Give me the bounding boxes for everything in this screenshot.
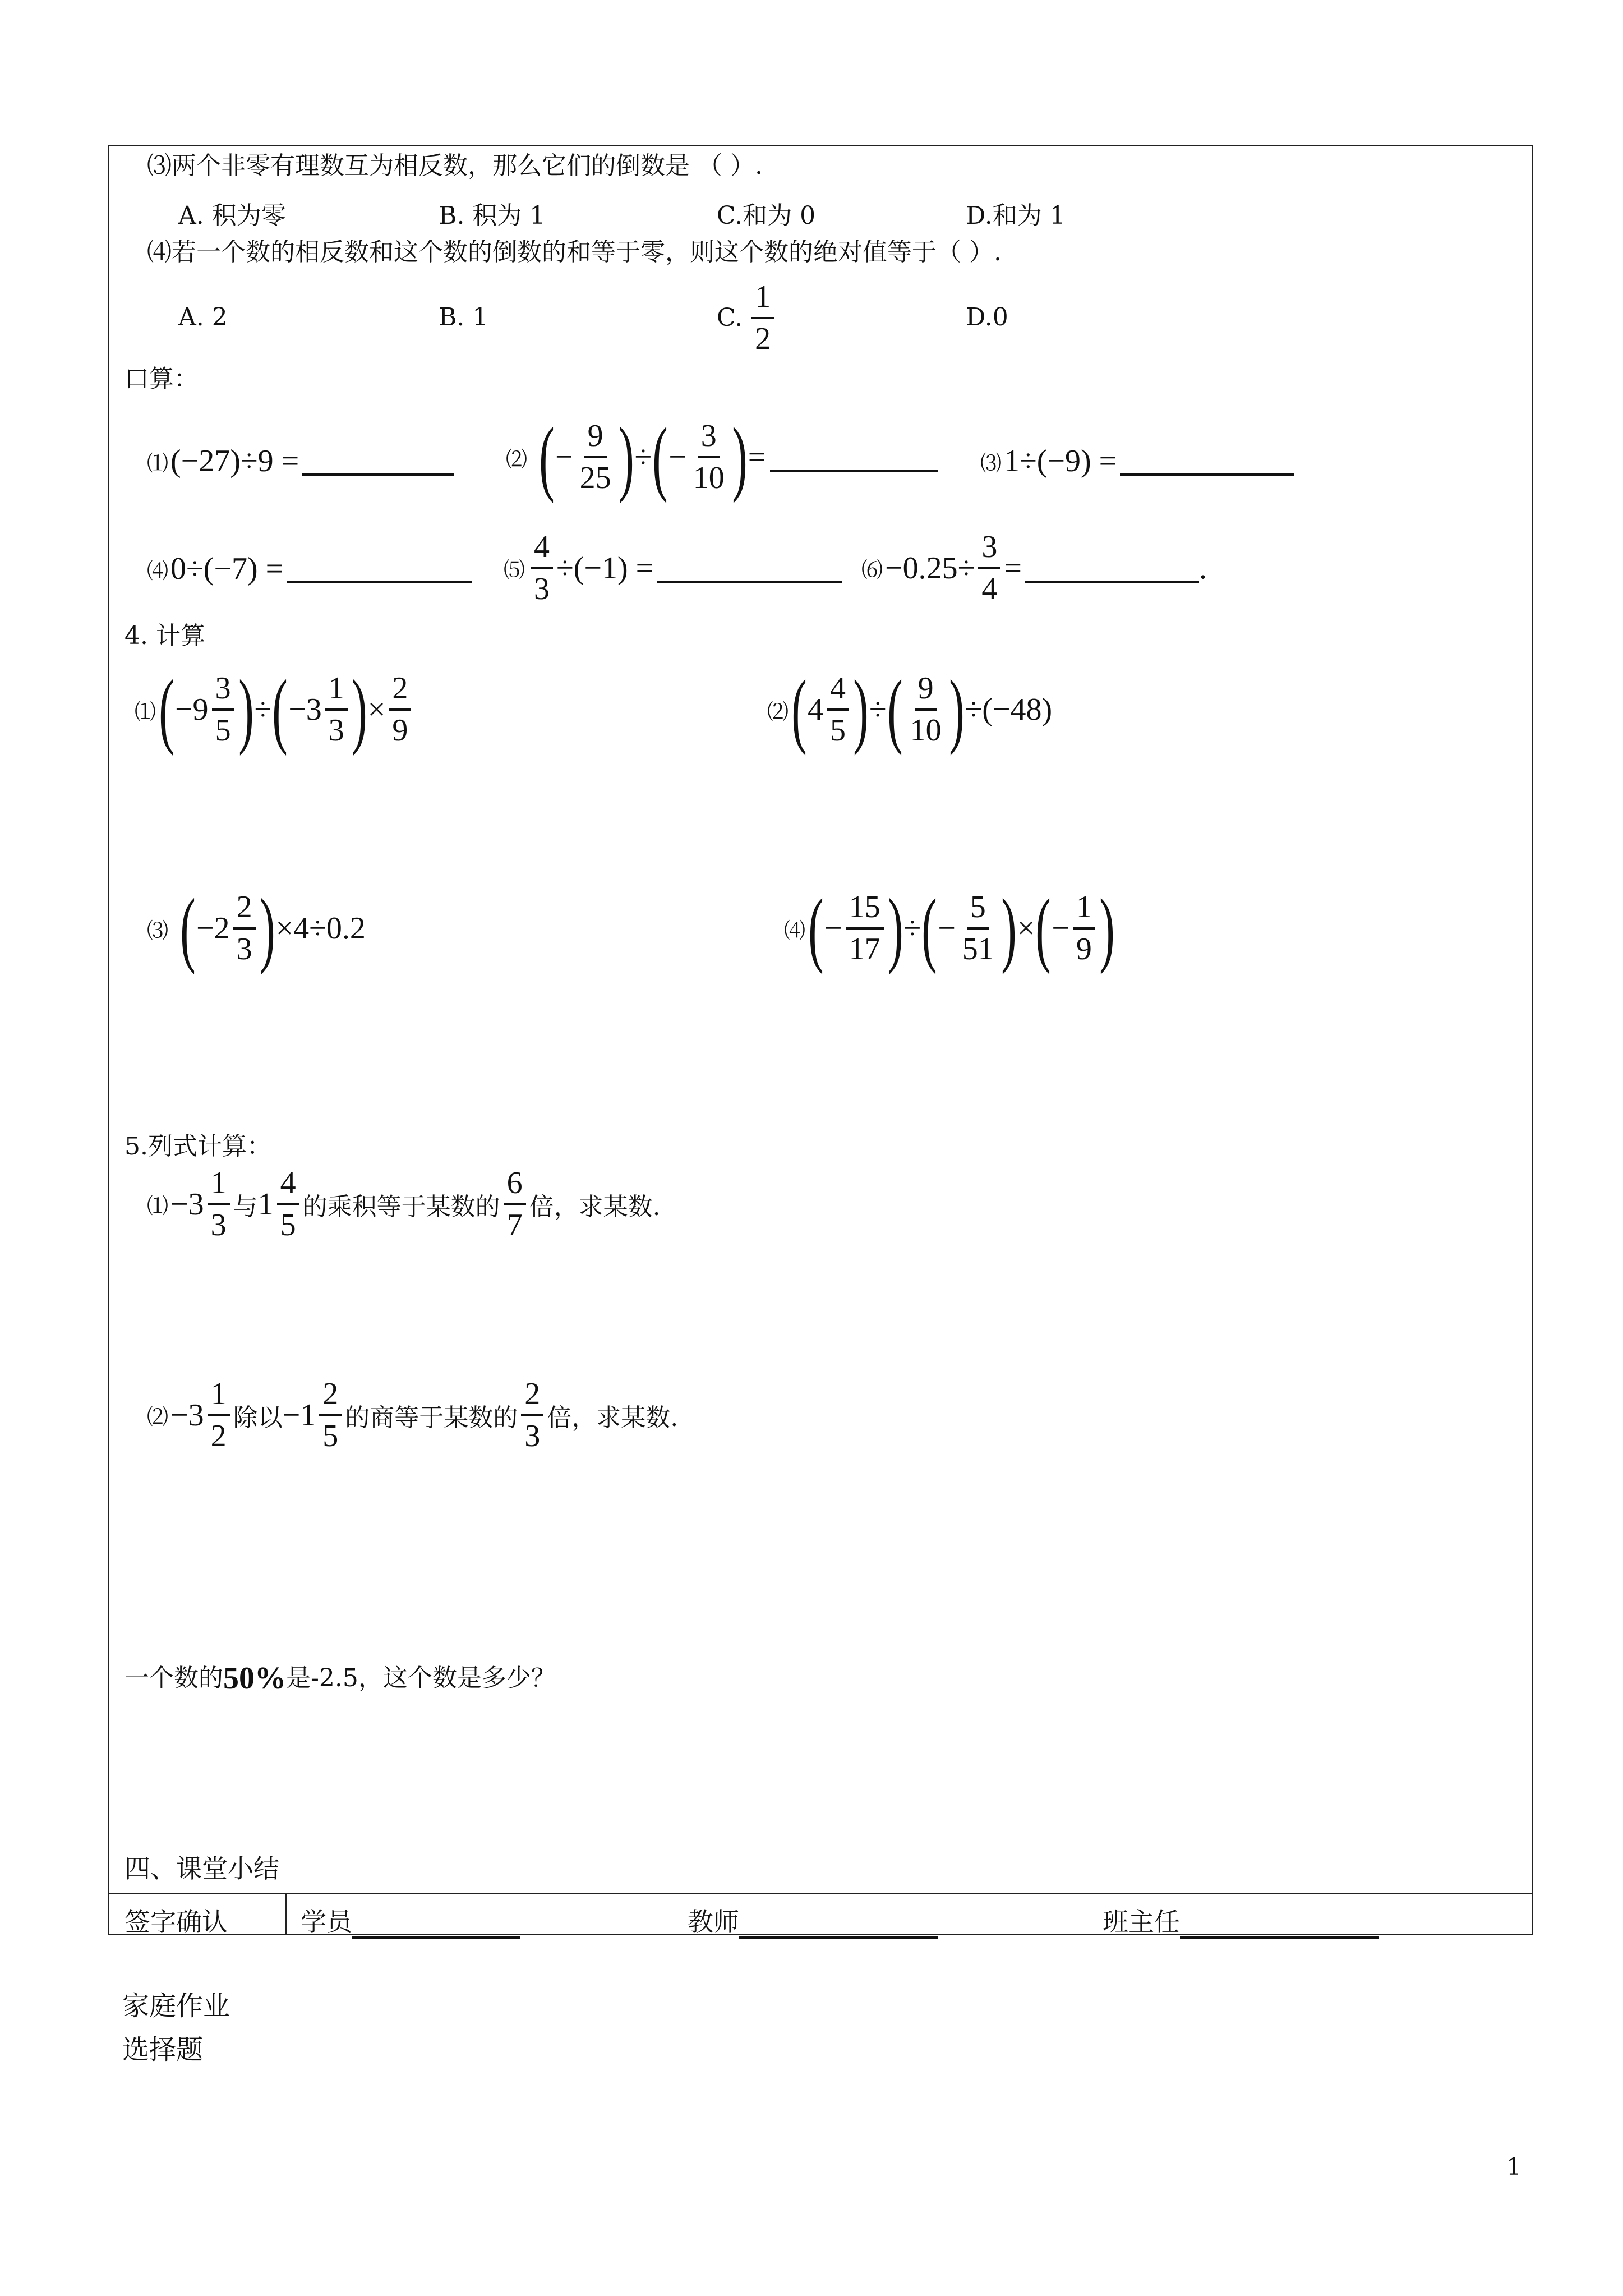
q3-option-d: D.和为 1 [966, 201, 1066, 230]
oral-heading: 口算： [125, 365, 199, 393]
oral-problem-3: ⑶ 1÷(−9) = [980, 443, 1294, 479]
calc-problem-4: ⑷ ( − $\frac{15}{17}$ ) ÷ ( − $\frac{5}{51}$ ) × ( − $\frac{1}{9}$ ) [784, 882, 1115, 975]
oral-problem-2: ⑵ ( − $\frac{9}{25}$ ) ÷ ( − $\frac{3}{10}$ ) = [506, 415, 938, 499]
answer-blank-1[interactable] [302, 447, 454, 476]
q4-option-b: B. 1 [439, 303, 488, 332]
oral-problem-1: ⑴ (−27)÷9 = [147, 443, 454, 479]
head-teacher-signature: 班主任 [1103, 1902, 1379, 1939]
q3-option-b: B. 积为 1 [439, 201, 546, 230]
q4-option-d: D.0 [966, 303, 1008, 332]
q4-option-a: A. 2 [178, 303, 228, 332]
student-signature-line[interactable] [352, 1914, 520, 1939]
listcalc-heading: 5.列式计算： [125, 1132, 271, 1161]
signature-divider [285, 1893, 287, 1935]
head-teacher-signature-line[interactable] [1180, 1914, 1379, 1939]
q3-option-c: C.和为 0 [717, 201, 816, 230]
oral-problem-6: ⑹ −0.25÷ $\frac{3}{4}$ = . [861, 530, 1207, 606]
teacher-signature-line[interactable] [739, 1914, 938, 1939]
q4-option-c-fraction: $\frac{1}{2}$ [751, 280, 774, 356]
answer-blank-2[interactable] [770, 443, 938, 472]
question-4-text: ⑷若一个数的相反数和这个数的倒数的和等于零，则这个数的绝对值等于（ ）. [147, 238, 1002, 266]
class-summary-heading: 四、课堂小结 [125, 1853, 279, 1884]
answer-blank-6[interactable] [1025, 554, 1199, 583]
calc-problem-3: ⑶ ( −2 $\frac{2}{3}$ ) ×4÷0.2 [147, 882, 366, 975]
signature-label: 签字确认 [125, 1907, 228, 1937]
q4-option-c [717, 280, 777, 356]
q3-option-a: A. 积为零 [178, 201, 286, 230]
student-signature: 学员 [301, 1902, 520, 1939]
listcalc-problem-2: ⑵ −3 $\frac{1}{2}$ 除以 −1 $\frac{2}{5}$ 的商等于某数的 $\frac{2}{3}$ 倍，求某数. [147, 1377, 679, 1453]
question-3-text: ⑶两个非零有理数互为相反数，那么它们的倒数是 （ ）. [147, 151, 763, 180]
calc-problem-1: ⑴ ( −9 $\frac{3}{5}$ ) ÷ ( −3 $\frac{1}{3}$ ) × $\frac{2}{9}$ [135, 668, 414, 752]
page-number: 1 [1506, 2153, 1521, 2180]
choice-heading: 选择题 [122, 2034, 204, 2065]
calc-problem-2: ⑵ ( 4 $\frac{4}{5}$ ) ÷ ( $\frac{9}{10}$ ) ÷(−48) [767, 663, 1053, 756]
oral-problem-5: ⑸ $\frac{4}{3}$ ÷(−1) = [504, 531, 842, 606]
percent-question: 一个数的 50% 是-2.5，这个数是多少？ [125, 1661, 556, 1696]
answer-blank-3[interactable] [1120, 447, 1294, 476]
answer-blank-4[interactable] [287, 554, 472, 583]
teacher-signature: 教师 [688, 1902, 938, 1939]
answer-blank-5[interactable] [657, 554, 842, 583]
oral-problem-4: ⑷ 0÷(−7) = [147, 551, 472, 587]
q4-option-c-label: C. [717, 303, 743, 333]
calc-heading: 4. 计算 [125, 622, 205, 650]
homework-heading: 家庭作业 [122, 1990, 230, 2022]
listcalc-problem-1: ⑴ −3 $\frac{1}{3}$ 与 1 $\frac{4}{5}$ 的乘积等于某数的 $\frac{6}{7}$ 倍，求某数. [147, 1166, 661, 1243]
